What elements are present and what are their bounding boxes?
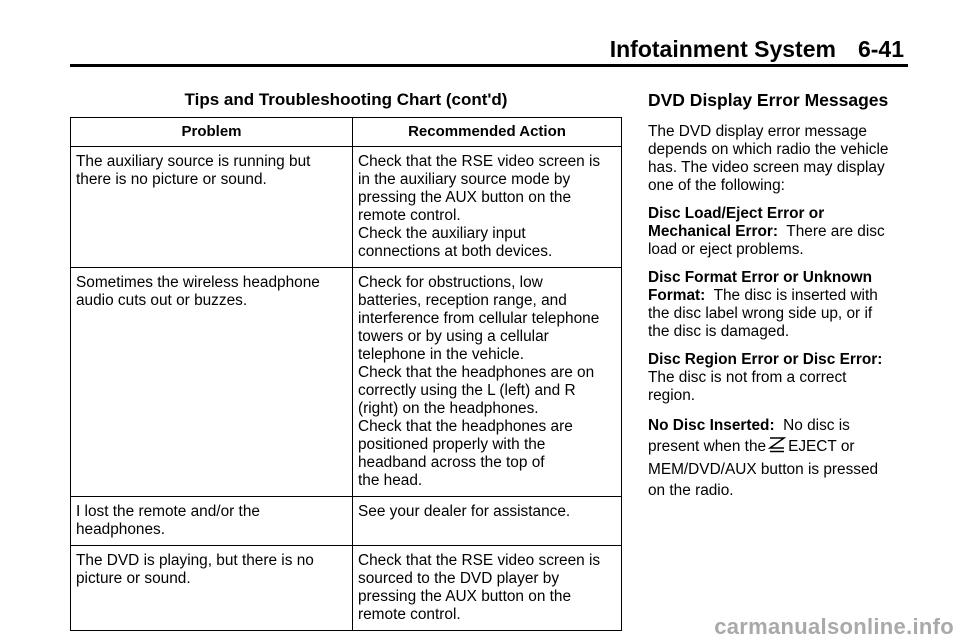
error-messages-section (648, 91, 918, 511)
page-header (610, 36, 904, 63)
table-caption: Tips and Troubleshooting Chart (cont'd) (184, 90, 508, 109)
section-heading: DVD Display Error Messages (648, 90, 889, 110)
troubleshooting-table (70, 117, 622, 631)
error-term: Disc Format Error or Unknown (648, 269, 873, 286)
action-cell: Check that the RSE video screen is in the auxiliary source mode by pressing the AUX button on the remote control. Check the auxiliary input connections at both devices. (353, 147, 622, 268)
error-item-no-disc: No Disc Inserted: No disc is present when the EJECT or MEM/DVD/AUX button is pressed on the radio. (648, 417, 879, 499)
action-cell: Check for obstructions, low batteries, reception range, and interference from cellular telephone towers or by using a cellular telephone in the vehicle. Check that the headphones are on correctly using the L (left) and R (right) on the headphones. Check that the headphones are positioned properly with the headband across the top of the head. (353, 268, 622, 497)
table-row (71, 147, 622, 268)
table-row (71, 497, 622, 546)
error-item-region: Disc Region Error or Disc Error: The disc is not from a correct region. (648, 351, 883, 404)
intro-paragraph: The DVD display error message depends on which radio the vehicle has. The video screen may display one of the following: (648, 123, 889, 194)
error-term: No Disc Inserted: (648, 417, 775, 434)
column-header-problem: Problem (71, 118, 353, 147)
problem-cell: The DVD is playing, but there is no picture or sound. (71, 546, 353, 631)
header-rule (70, 64, 908, 67)
table-header-row (71, 118, 622, 147)
column-header-action: Recommended Action (353, 118, 622, 147)
error-item-format: Disc Format Error or Unknown Format: The disc is inserted with the disc label wrong side up, or if the disc is damaged. (648, 269, 878, 340)
problem-cell: The auxiliary source is running but there is no picture or sound. (71, 147, 353, 268)
table-row (71, 546, 622, 631)
problem-cell: I lost the remote and/or the headphones. (71, 497, 353, 546)
problem-cell: Sometimes the wireless headphone audio cuts out or buzzes. (71, 268, 353, 497)
error-term: Disc Region Error or Disc Error: (648, 351, 883, 368)
error-term: Disc Load/Eject Error or (648, 205, 825, 222)
action-cell: See your dealer for assistance. (353, 497, 622, 546)
table-row (71, 268, 622, 497)
section-title: Infotainment System (609, 36, 836, 62)
action-cell: Check that the RSE video screen is sourced to the DVD player by pressing the AUX button on the remote control. (353, 546, 622, 631)
error-term: Format: (648, 287, 706, 304)
eject-icon (768, 437, 786, 459)
error-term: Mechanical Error: (648, 223, 779, 240)
watermark: carmanualsonline.info (714, 614, 954, 639)
page-number: 6-41 (857, 36, 904, 62)
error-item-load-eject: Disc Load/Eject Error or Mechanical Error: There are disc load or eject problems. (648, 205, 885, 258)
